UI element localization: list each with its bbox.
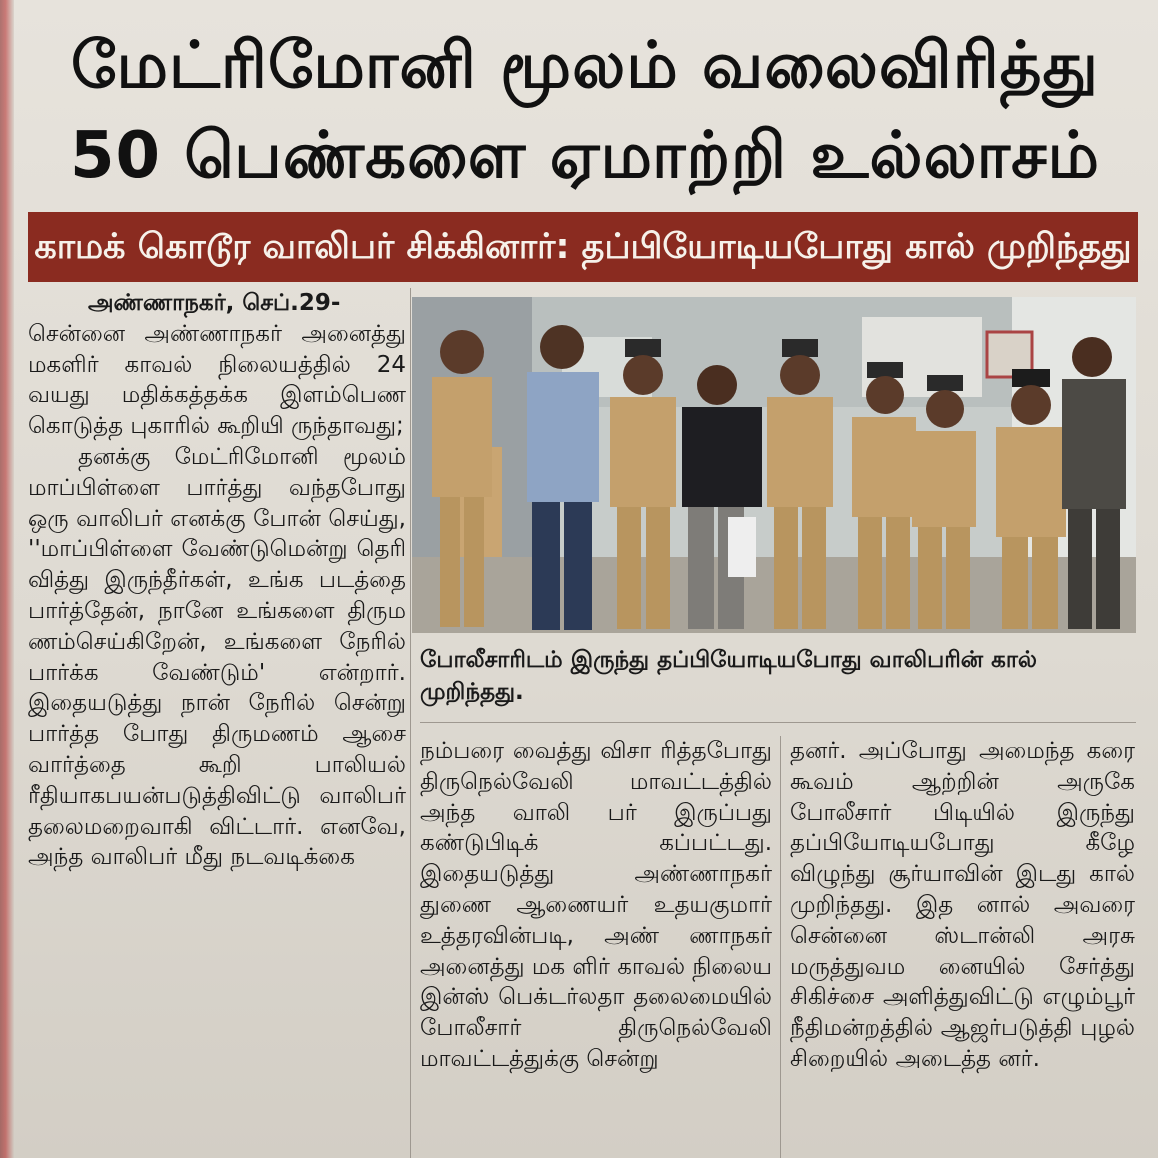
article-paragraph-2: தனக்கு மேட்ரிமோனி மூலம் மாப்பிள்ளை பார்த்து வந்தபோது ஒரு வாலிபர் எனக்கு போன் செய்து, ''மாப்பிள்ளை வேண்டுமென்று தெரி வித்து இருந்தீர்கள், உங்க படத்தை பார்த்தேன், நானே உங்களை திரும ணம்செய்கிறேன், உங்களை நேரில் பார்க்க வேண்டும்' என்றார். இதையடுத்து நான் நேரில் சென்று பார்த்த போது திருமணம் ஆசை வார்த்தை கூறி பாலியல் ரீதியாகபயன்படுத்திவிட்டு வாலிபர் தலைமறைவாகி விட்டார். எனவே, அந்த வாலிபர் மீது நடவடிக்கை bbox=[28, 443, 406, 871]
subheadline: காமக் கொடூர வாலிபர் சிக்கினார்: தப்பியோடியபோது கால் முறிந்தது bbox=[34, 227, 1132, 267]
caption-rule bbox=[420, 722, 1136, 723]
article-paragraph-3: நம்பரை வைத்து விசா ரித்தபோது திருநெல்வேலி மாவட்டத்தில் அந்த வாலி பர் இருப்பது கண்டுபிடிக் கப்பட்டது. இதையடுத்து அண்ணாநகர் துணை ஆணையர் உதயகுமார் உத்தரவின்படி, அண் ணாநகர் அனைத்து மக ளிர் காவல் நிலைய இன்ஸ் பெக்டர்லதா தலைமையில் போலீசார் திருநெல்வேலி மாவட்டத்துக்கு சென்று bbox=[420, 738, 772, 1072]
news-photo bbox=[412, 297, 1136, 633]
subheadline-band bbox=[28, 212, 1138, 282]
article-paragraph-4: தனர். அப்போது அமைந்த கரை கூவம் ஆற்றின் அருகே போலீசார் பிடியில் இருந்து தப்பியோடியபோது கீழே விழுந்து சூர்யாவின் இடது கால் முறிந்தது. இத னால் அவரை சென்னை ஸ்டான்லி அரசு மருத்துவம னையில் சேர்த்து சிகிச்சை அளித்துவிட்டு எழும்பூர் நீதிமன்றத்தில் ஆஜர்படுத்தி புழல் சிறையில் அடைத்த னர். bbox=[790, 738, 1135, 1072]
page-edge-strip bbox=[0, 0, 14, 1158]
article-column-left bbox=[28, 288, 406, 1158]
police-group-photo bbox=[412, 297, 1136, 633]
column-divider-2 bbox=[780, 736, 781, 1158]
headline-line-1: மேட்ரிமோனி மூலம் வலைவிரித்து bbox=[71, 29, 1099, 103]
article-paragraph-1: சென்னை அண்ணாநகர் அனைத்து மகளிர் காவல் நிலையத்தில் 24 வயது மதிக்கத்தக்க இளம்பெண கொடுத்த புகாரில் கூறியி ருந்தாவது; bbox=[28, 320, 406, 440]
dateline: அண்ணாநகர், செப்.29- bbox=[88, 290, 341, 316]
photo-caption: போலீசாரிடம் இருந்து தப்பியோடியபோது வாலிபரின் கால் முறிந்தது. bbox=[420, 647, 1037, 705]
column-divider bbox=[410, 288, 411, 1158]
article-column-middle bbox=[420, 736, 772, 1158]
article-column-right bbox=[790, 736, 1135, 1158]
headline-line-2: 50 பெண்களை ஏமாற்றி உல்லாசம் bbox=[69, 119, 1101, 193]
